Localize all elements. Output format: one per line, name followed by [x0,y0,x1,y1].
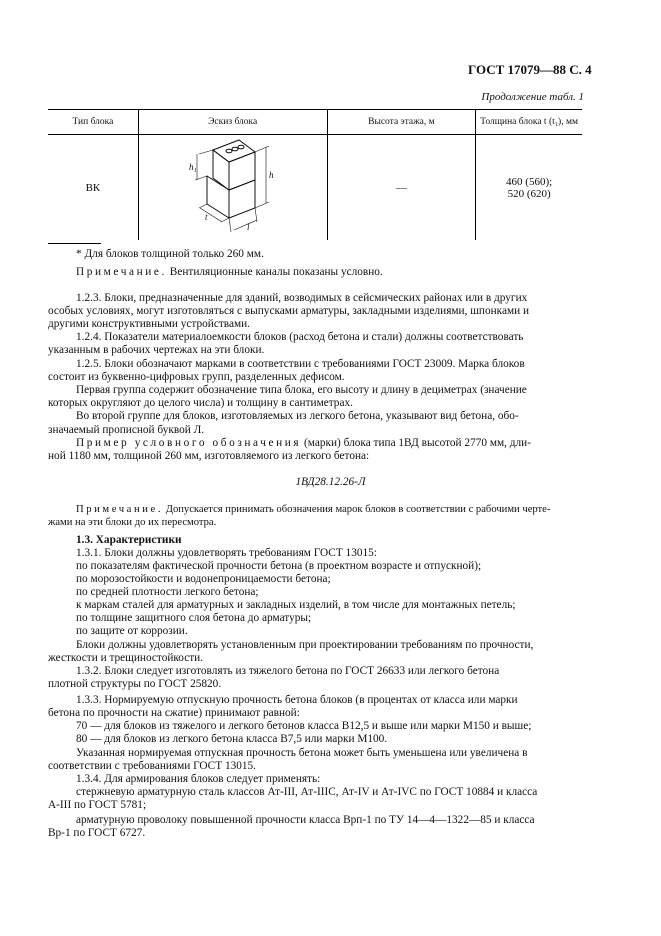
sec-1-3-1-line-1: 1.3.1. Блоки должны удовлетворять требованиям ГОСТ 13015: [76,547,377,559]
note2-line-2: жами на эти блоки до их пересмотра. [48,517,217,528]
sec-1-3-1-line-4: по средней плотности легкого бетона; [76,586,259,598]
sec-1-3-4-line-3: А-III по ГОСТ 5781; [48,799,147,811]
col-block-type: Тип блока [48,110,138,135]
table-row [48,135,582,241]
sec-1-3-4-line-1: 1.3.4. Для армирования блоков следует применять: [76,773,321,785]
col-floor-height: Высота этажа, м [327,110,476,135]
cell-block-type: ВК [85,181,101,194]
para-1-2-4-line-2: указанным в рабочих чертежах на эти блоки. [48,344,265,356]
para-1-2-3-line-3: другими конструктивными устройствами. [48,318,250,330]
col-block-sketch: Эскиз блока [138,110,327,135]
sec-1-3-1b-line-1: Блоки должны удовлетворять установленным при проектировании требованиям по прочности, [76,639,534,651]
table-header-row [48,110,582,135]
designation-example: 1ВД28.12.26-Л [295,476,366,488]
sec-1-3-1-line-6: по толщине защитного слоя бетона до арматуры; [76,612,312,624]
sketch-label-t: t [204,212,208,222]
sec-1-3-2-line-1: 1.3.2. Блоки следует изготовлять из тяжелого бетона по ГОСТ 26633 или легкого бетона [76,665,500,677]
sec-1-3-4-line-4: арматурную проволоку повышенной прочности класса Врп-1 по ТУ 14—4—1322—85 и класса [76,814,535,826]
thickness-value-1: 460 (560); [506,175,553,188]
para-group1-line-2: которых округляют до целого числа) и толщину в сантиметрах. [48,397,353,409]
block-sketch-drawing [173,136,293,236]
sec-1-3-1-line-2: по показателям фактической прочности бетона (в проектном возрасте и отпускной); [76,560,482,572]
note2-line-1: Примечание. Допускается принимать обозначения марок блоков в соответствии с рабочими черте- [76,504,551,515]
sec-1-3-3b-line-1: Указанная нормируемая отпускная прочность бетона может быть уменьшена или увеличена в [76,747,528,759]
para-1-2-5-line-2: состоит из буквенно-цифровых групп, разделенных дефисом. [48,371,345,383]
sec-1-3-1-line-5: к маркам сталей для арматурных и закладных изделий, в том числе для монтажных петель; [76,599,516,611]
sketch-label-h: h [268,170,274,180]
para-1-2-4-line-1: 1.2.4. Показатели материалоемкости блоков (расход бетона и стали) должны соответствовать [76,331,524,343]
col-block-thickness: Толщина блока t (t₁), мм [476,110,582,135]
para-group2-line-1: Во второй группе для блоков, изготовляемых из легкого бетона, указывают вид бетона, обо- [76,410,519,422]
para-group2-line-2: значаемый прописной буквой Л. [48,424,205,436]
sec-1-3-4-line-5: Вр-1 по ГОСТ 6727. [48,827,146,839]
footnote: * Для блоков толщиной только 260 мм. [76,248,264,260]
example-line-2: ной 1180 мм, толщиной 260 мм, изготовляемого из легкого бетона: [48,450,370,462]
para-1-2-3-line-2: особых условиях, могут изготовляться с выпусками арматуры, закладными изделиями, шпонками и [48,305,530,317]
para-group1-line-1: Первая группа содержит обозначение типа блока, его высоту и длину в дециметрах (значение [76,384,527,396]
para-1-2-5-line-1: 1.2.5. Блоки обозначают марками в соответствии с требованиями ГОСТ 23009. Марка блоков [76,358,525,370]
sec-1-3-4-line-2: стержневую арматурную сталь классов Ат-III, Ат-IIIС, Ат-IV и Ат-IVC по ГОСТ 10884 и класса [76,786,538,798]
table-note: Примечание. Вентиляционные каналы показаны условно. [76,266,383,278]
sketch-label-l: l [246,222,250,232]
sec-1-3-3-line-4: 80 — для блоков из легкого бетона класса В7,5 или марки М100. [76,733,388,745]
sec-1-3-1b-line-2: жесткости и трещиностойкости. [48,652,204,664]
sketch-label-h1: h₁ [188,162,197,172]
page-header: ГОСТ 17079—88 С. 4 [468,62,592,77]
table-continuation-label: Продолжение табл. 1 [481,91,584,103]
sec-1-3-3-line-1: 1.3.3. Нормируемую отпускную прочность бетона блоков (в процентах от класса или марки [76,694,518,706]
section-1-3-heading: 1.3. Характеристики [76,534,182,546]
blocks-table [48,109,582,240]
footnote-divider [48,243,101,244]
thickness-value-2: 520 (620) [507,187,551,200]
cell-block-thickness [476,135,582,241]
sec-1-3-3b-line-2: соответствии с требованиями ГОСТ 13015. [48,760,257,772]
sec-1-3-2-line-2: плотной структуры по ГОСТ 25820. [48,678,222,690]
sec-1-3-1-line-7: по защите от коррозии. [76,625,188,637]
sec-1-3-3-line-2: бетона по прочности на сжатие) принимают равной: [48,707,300,719]
para-1-2-3-line-1: 1.2.3. Блоки, предназначенные для зданий, возводимых в сейсмических районах или в других [76,292,528,304]
cell-floor-height: — [327,135,476,241]
sec-1-3-1-line-3: по морозостойкости и водонепроницаемости бетона; [76,573,331,585]
sec-1-3-3-line-3: 70 — для блоков из тяжелого и легкого бетонов класса В12,5 и выше или марки М150 и выше; [76,720,532,732]
cell-block-sketch [138,135,327,241]
example-line-1: Пример условного обозначения (марки) блока типа 1ВД высотой 2770 мм, дли- [76,437,531,449]
